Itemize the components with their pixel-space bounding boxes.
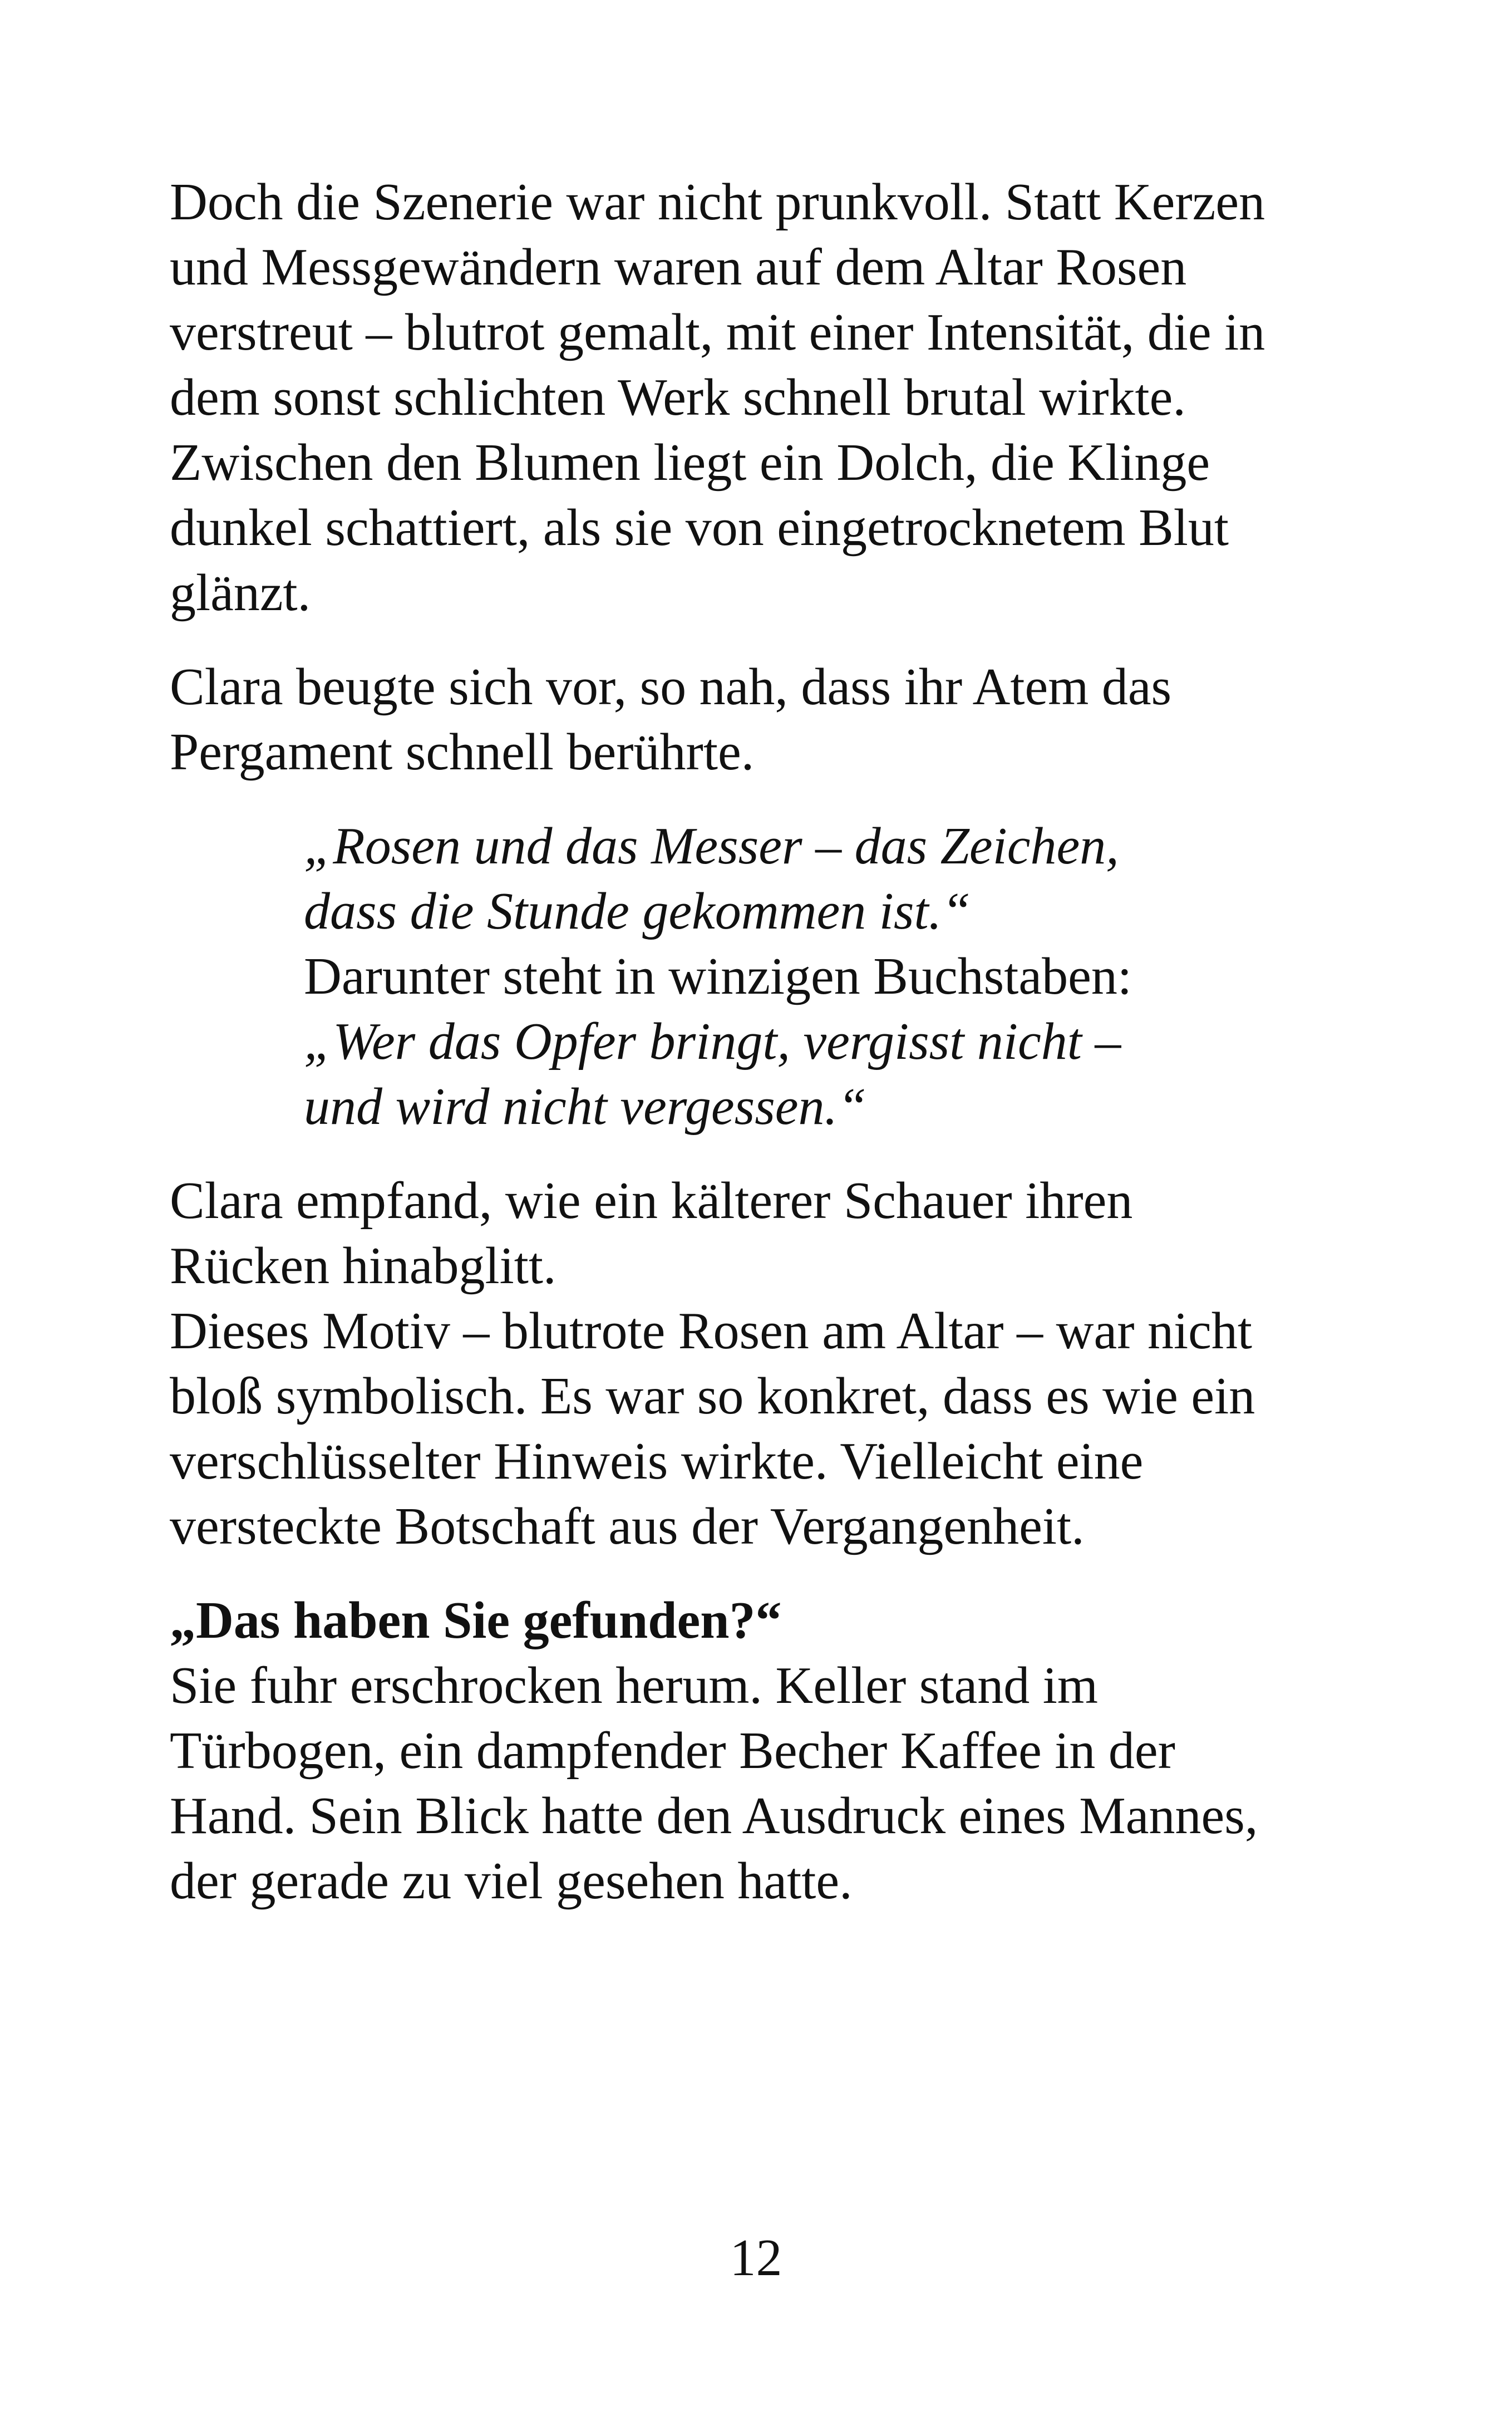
body-text [170,170,1372,1914]
paragraph-clara-shiver: Clara empfand, wie ein kälterer Schauer ihren Rücken hinabglitt. Dieses Motiv – blutrote Rosen am Altar – war nicht bloß symbolisch. Es war so konkret, dass es wie ein verschlüsselter Hinweis wirkte. Vielleicht eine versteckte Botschaft aus der Vergangenheit. [170,1172,1255,1555]
quote-line-roses: „Rosen und das Messer – das Zeichen, dass die Stunde gekommen ist.“ [304,817,1119,940]
quote-line-sacrifice: „Wer das Opfer bringt, vergisst nicht – und wird nicht vergessen.“ [304,1013,1121,1136]
inscription-quote [304,814,1372,1140]
page-number: 12 [730,2229,782,2287]
paragraph-altar-scene: Doch die Szenerie war nicht prunkvoll. Statt Kerzen und Messgewändern waren auf dem Altar Rosen verstreut – blutrot gemalt, mit einer Intensität, die in dem sonst schlichten Werk schnell brutal wirkte. Zwischen den Blumen liegt ein Dolch, die Klinge dunkel schattiert, als sie von eingetrocknetem Blut glänzt. [170,173,1265,622]
dialogue-line: „Das haben Sie gefunden?“ [170,1592,782,1649]
quote-intro: Darunter steht in winzigen Buchstaben: [304,947,1132,1005]
paragraph-clara-leans: Clara beugte sich vor, so nah, dass ihr Atem das Pergament schnell berührte. [170,658,1172,781]
paragraph-keller: Sie fuhr erschrocken herum. Keller stand im Türbogen, ein dampfender Becher Kaffee in der Hand. Sein Blick hatte den Ausdruck eines Mannes, der gerade zu viel gesehen hatte. [170,1657,1258,1910]
